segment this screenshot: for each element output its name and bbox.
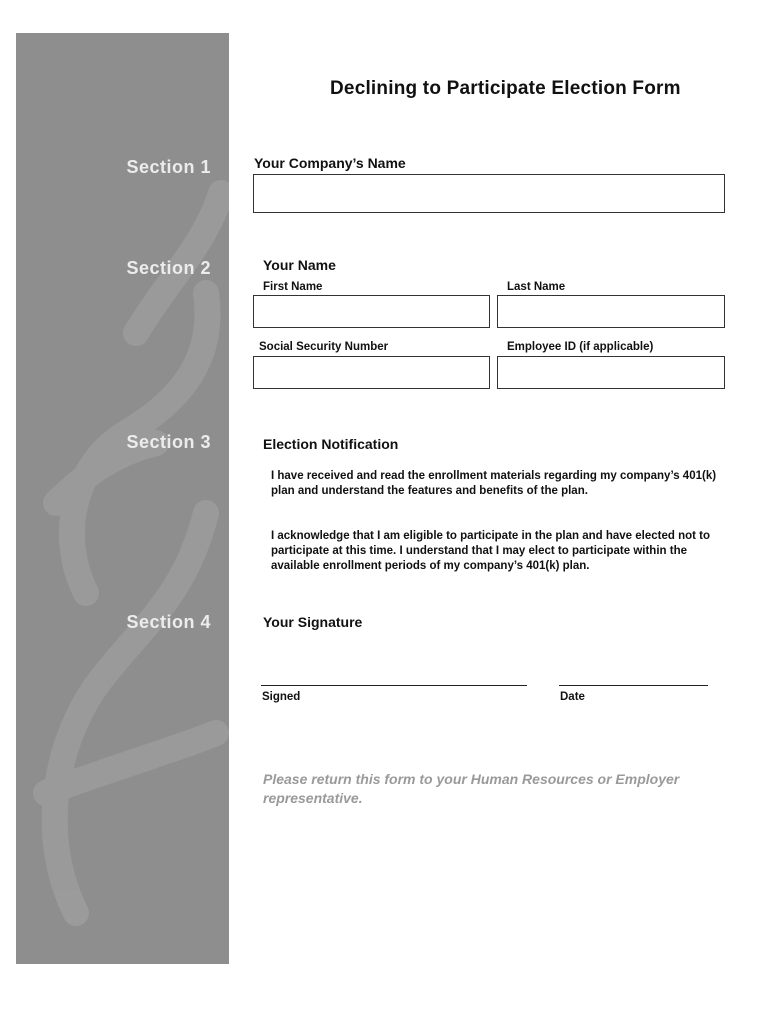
your-name-heading: Your Name bbox=[263, 257, 336, 273]
last-name-field[interactable] bbox=[497, 295, 725, 328]
employee-id-label: Employee ID (if applicable) bbox=[507, 341, 654, 353]
election-heading: Election Notification bbox=[263, 436, 399, 452]
company-name-heading: Your Company’s Name bbox=[254, 155, 406, 171]
first-name-label: First Name bbox=[263, 281, 323, 293]
employee-id-field[interactable] bbox=[497, 356, 725, 389]
date-label: Date bbox=[560, 691, 585, 703]
last-name-label: Last Name bbox=[507, 281, 566, 293]
signed-label: Signed bbox=[262, 691, 301, 703]
election-paragraph-1: I have received and read the enrollment materials regarding my company’s 401(k) plan and understand the features and benefits of the plan. bbox=[271, 470, 717, 497]
signature-heading: Your Signature bbox=[263, 614, 363, 630]
form-title: Declining to Participate Election Form bbox=[330, 78, 681, 99]
section-1-label: Section 1 bbox=[126, 157, 211, 177]
ssn-label: Social Security Number bbox=[259, 341, 389, 353]
section-4-label: Section 4 bbox=[126, 612, 211, 632]
signature-line[interactable] bbox=[261, 685, 527, 686]
ssn-field[interactable] bbox=[253, 356, 490, 389]
section-2-label: Section 2 bbox=[126, 258, 211, 278]
first-name-field[interactable] bbox=[253, 295, 490, 328]
date-line[interactable] bbox=[559, 685, 708, 686]
return-instructions: Please return this form to your Human Resources or Employer representative. bbox=[263, 771, 680, 806]
sidebar bbox=[16, 33, 229, 964]
election-paragraph-2: I acknowledge that I am eligible to participate in the plan and have elected not to participate at this time. I understand that I may elect to participate within the available enrollment periods of my company’s 401(k) plan. bbox=[271, 530, 710, 572]
company-name-field[interactable] bbox=[253, 174, 725, 213]
section-3-label: Section 3 bbox=[126, 432, 211, 452]
